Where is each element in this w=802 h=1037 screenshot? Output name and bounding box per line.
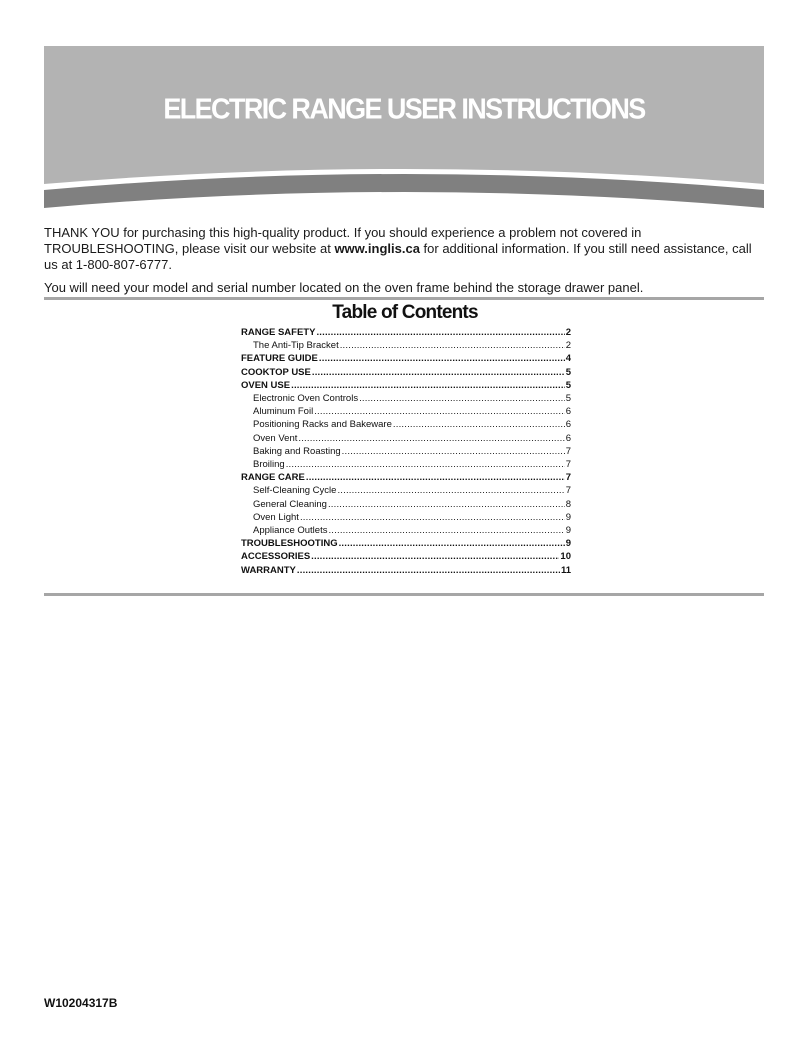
- toc-leader-dots: [340, 339, 565, 352]
- toc-entry[interactable]: [241, 418, 571, 431]
- toc-leader-dots: [311, 550, 559, 563]
- toc-entry[interactable]: [241, 498, 571, 511]
- toc-leader-dots: [319, 352, 565, 365]
- toc-leader-dots: [328, 524, 564, 537]
- toc-entry-label: Oven Light: [253, 511, 299, 523]
- toc-entry-page: 5: [565, 393, 571, 405]
- toc-entry-label: Self-Cleaning Cycle: [253, 485, 337, 497]
- toc-entry-page: 7: [565, 472, 571, 484]
- toc-entry-page: 11: [560, 564, 571, 576]
- intro-text-part: THANK YOU for purchasing this high-quality product. If you should experience a problem not covered in TROUBLESHOOTING, please visit our website at: [44, 225, 642, 256]
- toc-entry[interactable]: [241, 352, 571, 365]
- toc-entry-label: Electronic Oven Controls: [253, 393, 359, 405]
- toc-entry-label: RANGE SAFETY: [241, 327, 316, 338]
- toc-entry[interactable]: [241, 326, 571, 339]
- toc-leader-dots: [342, 445, 565, 458]
- toc-entry-label: The Anti-Tip Bracket: [253, 340, 339, 352]
- toc-leader-dots: [306, 471, 565, 484]
- toc-entry-label: Baking and Roasting: [253, 445, 341, 457]
- toc-entry-label: Broiling: [253, 459, 285, 471]
- toc-entry-page: 2: [565, 327, 571, 338]
- document-number: W10204317B: [44, 996, 118, 1010]
- toc-entry[interactable]: [241, 432, 571, 445]
- toc-entry-page: 9: [565, 538, 571, 550]
- toc-entry-label: TROUBLESHOOTING: [241, 538, 338, 550]
- toc-entry[interactable]: [241, 511, 571, 524]
- toc-entry[interactable]: [241, 471, 571, 484]
- toc-leader-dots: [298, 432, 564, 445]
- toc-entry-label: OVEN USE: [241, 379, 291, 391]
- intro-paragraph-2: You will need your model and serial number located on the oven frame behind the storage drawer panel.: [44, 280, 644, 295]
- toc-entry-label: COOKTOP USE: [241, 366, 311, 378]
- toc-entry[interactable]: [241, 392, 571, 405]
- toc-entry-page: 7: [565, 485, 571, 497]
- toc-title: Table of Contents: [332, 302, 478, 323]
- toc-leader-dots: [339, 537, 565, 550]
- toc-leader-dots: [286, 458, 565, 471]
- toc-entry[interactable]: [241, 405, 571, 418]
- divider-bottom: [44, 593, 764, 596]
- toc-entry-label: Aluminum Foil: [253, 406, 314, 418]
- toc-entry-page: 7: [565, 459, 571, 471]
- toc-entry-page: 9: [565, 511, 571, 523]
- divider-top: [44, 297, 764, 300]
- toc-entry-page: 6: [565, 432, 571, 444]
- toc-entry-page: 6: [565, 419, 571, 431]
- banner-graphic: [44, 46, 764, 210]
- toc-entry-label: RANGE CARE: [241, 472, 305, 484]
- toc-entry[interactable]: [241, 484, 571, 497]
- toc-entry-label: Appliance Outlets: [253, 525, 328, 537]
- toc-leader-dots: [393, 418, 565, 431]
- toc-leader-dots: [300, 511, 565, 524]
- toc-entry-page: 5: [565, 366, 571, 378]
- toc-leader-dots: [337, 484, 564, 497]
- toc-entry-label: FEATURE GUIDE: [241, 353, 318, 365]
- toc-entry-page: 4: [565, 353, 571, 365]
- toc-entry-label: General Cleaning: [253, 498, 327, 510]
- toc-entry[interactable]: [241, 550, 571, 563]
- toc-entry-page: 2: [565, 340, 571, 352]
- toc-entry-page: 8: [565, 498, 571, 510]
- intro-text-part: for additional information. If you still need assistance, call us at 1-800-807-6777.: [44, 241, 752, 272]
- toc-leader-dots: [291, 379, 565, 392]
- toc-entry-page: 9: [565, 525, 571, 537]
- toc-entry[interactable]: [241, 379, 571, 392]
- toc-entry[interactable]: [241, 445, 571, 458]
- toc-entry-page: 7: [565, 445, 571, 457]
- toc-entry-label: Positioning Racks and Bakeware: [253, 419, 392, 431]
- toc-entry-page: 10: [560, 551, 571, 563]
- toc-entry-label: ACCESSORIES: [241, 551, 311, 563]
- table-of-contents: [241, 326, 571, 577]
- toc-leader-dots: [328, 498, 565, 511]
- intro-paragraph-1: [44, 225, 764, 273]
- toc-leader-dots: [316, 326, 564, 339]
- toc-entry-page: 6: [565, 406, 571, 418]
- toc-leader-dots: [314, 405, 565, 418]
- intro-text: [44, 225, 764, 303]
- toc-entry-label: Oven Vent: [253, 432, 298, 444]
- toc-entry[interactable]: [241, 524, 571, 537]
- toc-entry-page: 5: [565, 379, 571, 391]
- toc-entry-label: WARRANTY: [241, 564, 296, 576]
- website-link[interactable]: www.inglis.ca: [334, 241, 420, 256]
- title-banner: [44, 46, 764, 210]
- toc-leader-dots: [359, 392, 565, 405]
- toc-entry[interactable]: [241, 564, 571, 577]
- document-title: ELECTRIC RANGE USER INSTRUCTIONS: [163, 93, 645, 125]
- toc-entry[interactable]: [241, 458, 571, 471]
- toc-entry[interactable]: [241, 537, 571, 550]
- toc-entry[interactable]: [241, 366, 571, 379]
- toc-leader-dots: [312, 366, 565, 379]
- toc-leader-dots: [297, 564, 560, 577]
- toc-entry[interactable]: [241, 339, 571, 352]
